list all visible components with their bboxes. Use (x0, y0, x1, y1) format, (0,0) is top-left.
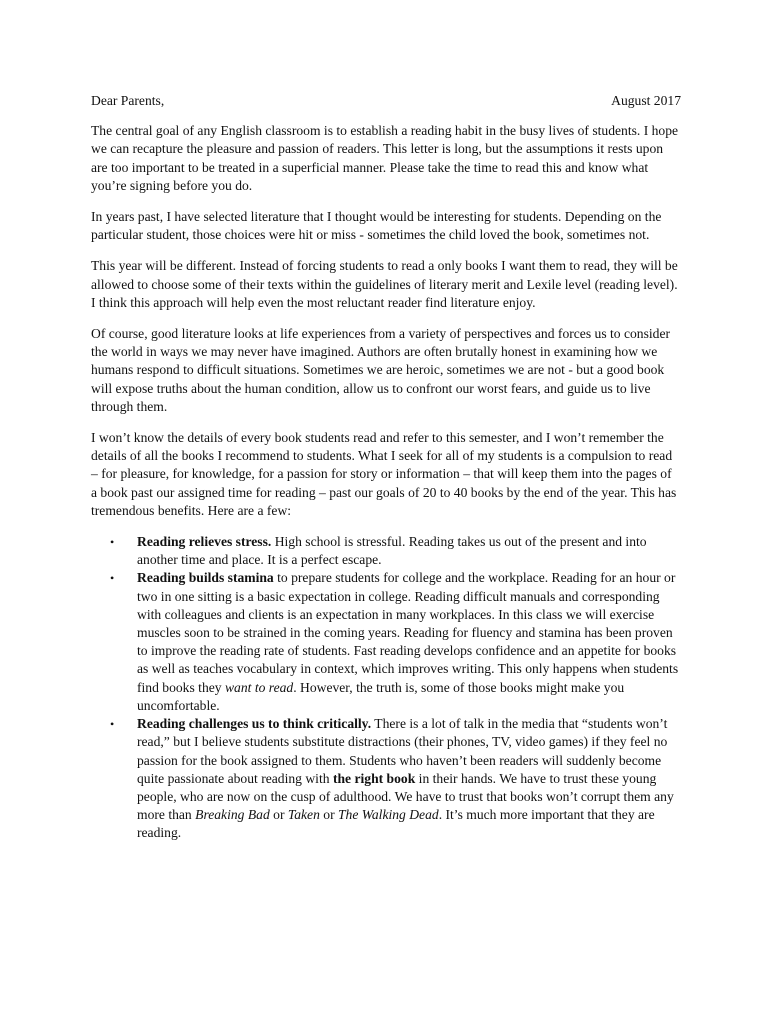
bullet-heading: Reading relieves stress. (137, 534, 272, 550)
bullet-bold-phrase: the right book (332, 770, 416, 786)
bullet-icon: • (110, 571, 115, 586)
bullet-heading: Reading builds stamina (137, 570, 274, 586)
bullet-icon: • (110, 535, 115, 550)
paragraph-goal: The central goal of any English classroom is to establish a reading habit in the busy lives of students. I hope we can recapture the pleasure and passion of readers. This letter is long, but the assumptions it rests upon are too important to be treated in a superficial manner. Please take the time to read this and know what you’re signing before you do. (91, 123, 679, 193)
paragraph-this-year: This year will be different. Instead of forcing students to read a only books I want them to read, they will be allowed to choose some of their texts within the guidelines of literary merit and Lexile level (reading level). I think this approach will help even the most reluctant reader find literature enjoy. (91, 258, 678, 310)
list-item-critical (91, 715, 681, 842)
bullet-text: . It’s much more important that they are reading. (137, 807, 655, 841)
benefits-list (91, 533, 681, 842)
salutation: Dear Parents, (91, 93, 165, 108)
bullet-text: to prepare students for college and the workplace. Reading for an hour or two in one sitting is a basic expectation in college. Reading difficult manuals and corresponding with colleagues and clients is an expectation in many workplaces. In this class we will exercise muscles soon to be strained in the coming years. Reading for fluency and stamina has been proven to improve the reading rate of students. Fast reading develops confidence and an appetite for books as well as teaches vocabulary in context, which improves writing. This only happens when students find books they (137, 570, 679, 695)
letter-header (91, 92, 681, 110)
bullet-italic: want to read (224, 679, 294, 695)
paragraph-compulsion: I won’t know the details of every book students read and refer to this semester, and I won’t remember the details of all the books I recommend to students. What I seek for all of my students is a compulsion to read – for pleasure, for knowledge, for a passion for story or information – that will keep them into the pages of a book past our assigned time for reading – past our goals of 20 to 40 books by the end of the year. This has tremendous benefits. Here are a few: (91, 430, 677, 518)
bullet-text: or (269, 807, 288, 823)
letter-page (91, 92, 681, 843)
bullet-italic: Taken (287, 807, 320, 823)
bullet-italic: The Walking Dead (338, 807, 439, 823)
bullet-icon: • (110, 717, 115, 732)
bullet-text: High school is stressful. Reading takes us out of the present and into another time and place. It is a perfect escape. (137, 534, 647, 568)
bullet-text: There is a lot of talk in the media that “students won’t read,” but I believe students substitute distractions (their phones, TV, video games) if they feel no passion for the book assigned to them. Students who haven’t been readers will suddenly become quite passionate about reading with (137, 716, 668, 786)
bullet-italic: Breaking Bad (195, 807, 270, 823)
bullet-text: in their hands. We have to trust these young people, who are now on the cusp of adulthood. We have to trust that books won’t corrupt them any more than (137, 770, 674, 823)
bullet-heading: Reading challenges us to think critically. (137, 716, 372, 732)
paragraph-years-past: In years past, I have selected literature that I thought would be interesting for students. Depending on the particular student, those choices were hit or miss - sometimes the child loved the book, sometimes not. (91, 209, 662, 243)
list-item-stress (91, 533, 681, 569)
letter-date: August 2017 (611, 93, 681, 108)
bullet-text: or (319, 807, 338, 823)
list-item-stamina (91, 569, 681, 715)
paragraph-good-literature: Of course, good literature looks at life experiences from a variety of perspectives and forces us to consider the world in ways we may never have imagined. Authors are often brutally honest in examining how we humans respond to difficult situations. Sometimes we are heroic, sometimes we are not - but a good book will expose truths about the human condition, allow us to confront our worst fears, and guide us to live through them. (91, 326, 671, 414)
bullet-text: . However, the truth is, some of those books might make you uncomfortable. (137, 679, 625, 713)
